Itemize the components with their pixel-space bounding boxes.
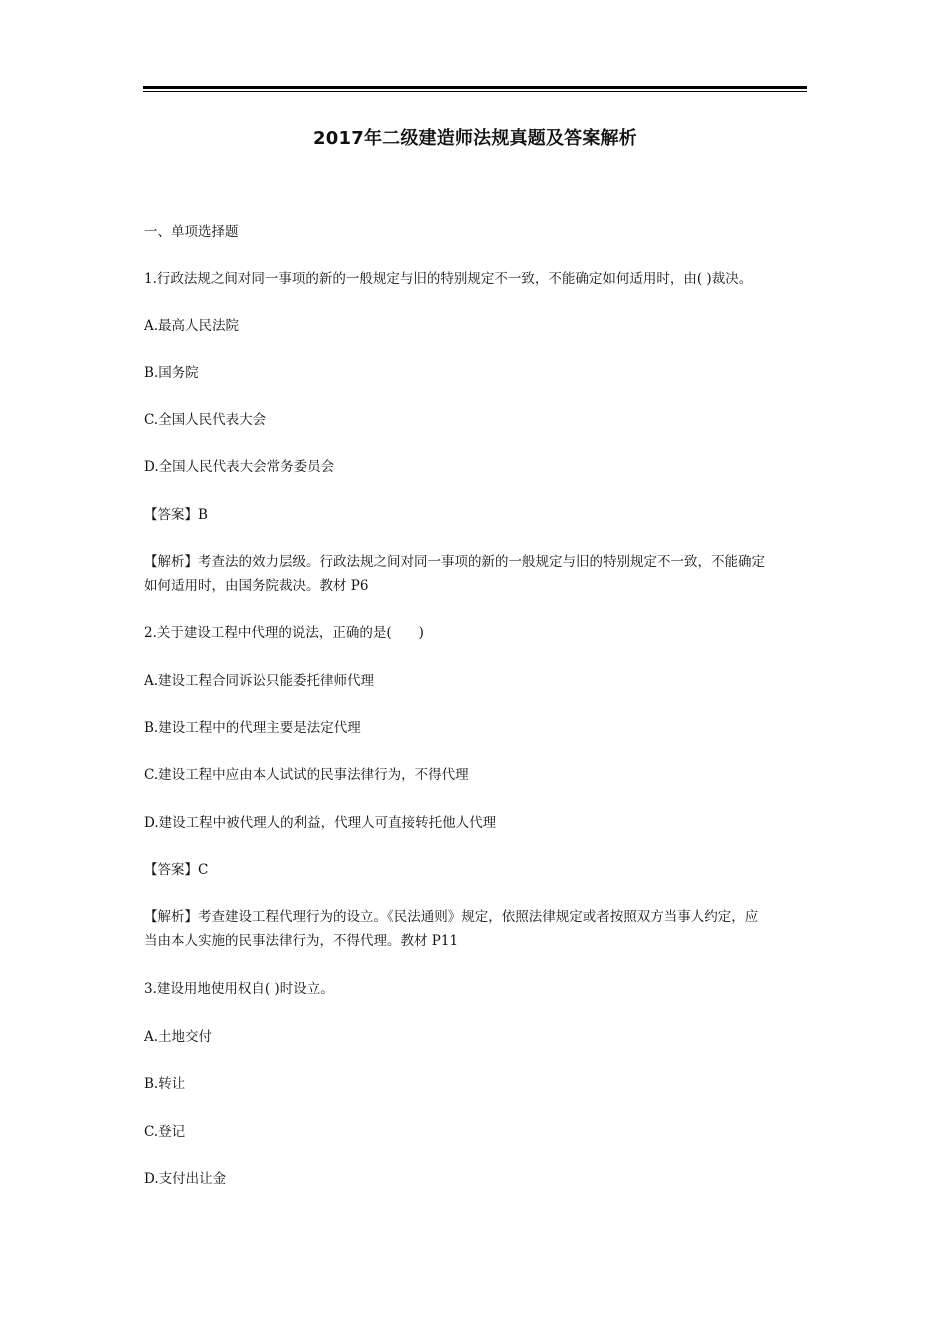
section-heading: 一、单项选择题 xyxy=(144,224,239,240)
question-2-stem: 2.关于建设工程中代理的说法，正确的是( ) xyxy=(144,625,424,641)
question-2-answer: 【答案】C xyxy=(144,862,209,878)
question-3-option-b: B.转让 xyxy=(144,1076,186,1092)
question-1-answer: 【答案】B xyxy=(144,507,208,523)
question-2-option-a: A.建设工程合同诉讼只能委托律师代理 xyxy=(144,673,375,689)
question-1-stem: 1.行政法规之间对同一事项的新的一般规定与旧的特别规定不一致，不能确定如何适用时，由( )裁决。 xyxy=(144,271,753,287)
question-1-option-b: B.国务院 xyxy=(144,365,199,381)
question-3-stem: 3.建设用地使用权自( )时设立。 xyxy=(144,981,334,997)
question-1-analysis-line-2: 如何适用时，由国务院裁决。教材 P6 xyxy=(144,578,369,594)
question-3-option-d: D.支付出让金 xyxy=(144,1171,227,1187)
question-2-option-b: B.建设工程中的代理主要是法定代理 xyxy=(144,720,361,736)
question-2-analysis-line-2: 当由本人实施的民事法律行为，不得代理。教材 P11 xyxy=(144,933,459,949)
question-2-option-d: D.建设工程中被代理人的利益，代理人可直接转托他人代理 xyxy=(144,815,497,831)
question-3-option-c: C.登记 xyxy=(144,1124,186,1140)
question-1-analysis-line-1: 【解析】考查法的效力层级。行政法规之间对同一事项的新的一般规定与旧的特别规定不一致，不能确定 xyxy=(144,554,765,570)
header-rule-thin xyxy=(143,91,807,92)
header-rule-thick xyxy=(143,86,807,89)
question-1-option-a: A.最高人民法院 xyxy=(144,318,240,334)
question-3-option-a: A.土地交付 xyxy=(144,1029,213,1045)
question-1-option-d: D.全国人民代表大会常务委员会 xyxy=(144,459,335,475)
question-2-analysis-line-1: 【解析】考查建设工程代理行为的设立。《民法通则》规定，依照法律规定或者按照双方当事人约定，应 xyxy=(144,909,759,925)
question-2-option-c: C.建设工程中应由本人试试的民事法律行为，不得代理 xyxy=(144,767,469,783)
document-title: 2017年二级建造师法规真题及答案解析 xyxy=(313,128,637,149)
question-1-option-c: C.全国人民代表大会 xyxy=(144,412,267,428)
